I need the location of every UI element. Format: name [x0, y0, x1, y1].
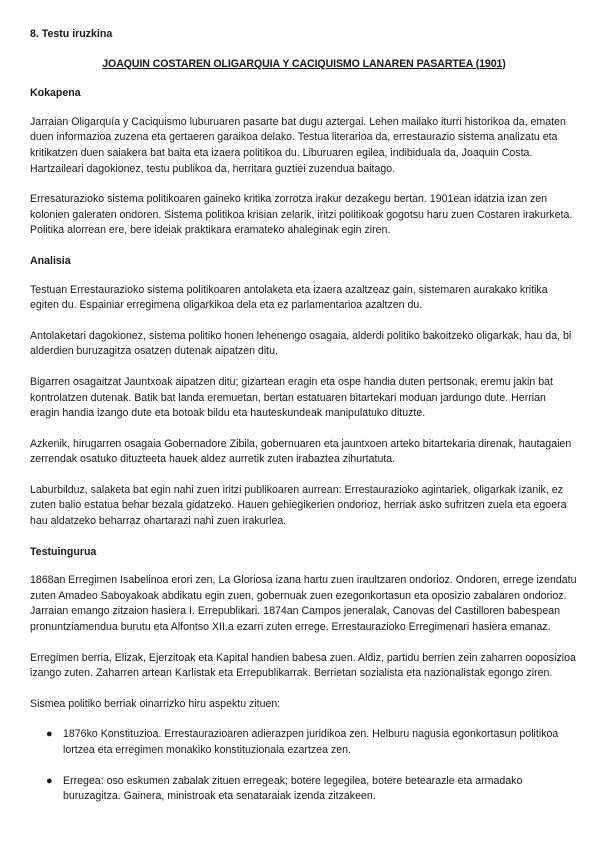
list-item — [46, 727, 578, 758]
bullet-icon: ● — [46, 728, 53, 741]
kokapena-paragraph-2: Erresaturazioko sistema politikoaren gaineko kritika zorrotza irakur dezakegu bertan. 1901ean idatzia izan zen kolonien galeraten ondoren. Sistema politikoa krisian zelarik, iritzi politikoak gogotsu haru zuen Costaren irakurketa. Politika alorrean ere, bere ideiak praktikara eramateko ahaleginak egin ziren. — [30, 193, 573, 237]
analisia-paragraph-5: Laburbilduz, salaketa bat egin nahi zuen iritzi publikoaren aurrean: Errestaurazioko agintariek, oligarkak izanik, ez zuten balio estatua behar bezala gidatzeko. Hauen gehiegikerien ondorioz, herriak asko sufritzen zuela eta egoera hau aldatzeko beharraz ohartarazi nahi zuen irakurlea. — [30, 483, 567, 528]
list-item-text: 1876ko Konstituzioa. Errestaurazioaren adierazpen juridikoa zen. Helburu nagusia egonkortasun politikoa lortzea eta erregimen monakiko konstituzionala ezartzea zen. — [63, 728, 559, 756]
heading-analisia: Analisia — [30, 254, 71, 267]
list-item-text: Erregea: oso eskumen zabalak zituen erregeak; botere legegilea, botere betearazle eta armadako buruzagitza. Gainera, ministroak eta senataraiak izenda zitzakeen. — [63, 774, 523, 803]
analisia-paragraph-2: Antolaketari dagokionez, sistema politiko honen lehenengo osagaia, alderdi politiko bakoitzeko oligarkak, hau da, bi alderdien buruzagitza osatzen dutenak aipatzen ditu. — [30, 329, 572, 358]
kokapena-paragraph-1: Jarraian Oligarquía y Caciquismo luburuaren pasarte bat dugu aztergai. Lehen mailako iturri historikoa da, ematen duen informazioa zuzena eta gertaeren garaikoa delako. Testua literarioa da, errestaurazio sistema analizatu eta kritikatzen duen saiakera bat baita eta izaera politikoa du. Liburuaren egilea, indibiduala da, Joaquin Costa. Hartzaileari dagokionez, testu publikoa da, herritara guztiei zuzendua baitago. — [30, 115, 566, 175]
aspects-list — [30, 727, 578, 804]
section-number: 8. Testu iruzkina — [30, 28, 113, 40]
testuingurua-paragraph-2: Erregimen berria, Elizak, Ejerzitoak eta Kapital handien babesa zuen. Aldiz, partidu berrien zein zaharren ooposizioa izango zuten. Zaharren artean Karlistak eta Errepublikarrak. Berrietan sozialista eta nazionalistak egongo ziren. — [30, 651, 576, 680]
analisia-paragraph-4: Azkenik, hirugarren osagaia Gobernadore Zibila, gobernuaren eta jauntxoen arteko bitartekaria direnak, hautagaien zerrendak osatuko dituzteeta hauek aldez aurretik zuten irabaztea zihurtatuta. — [30, 437, 572, 466]
document-title: JOAQUIN COSTAREN OLIGARQUIA Y CACIQUISMO LANAREN PASARTEA (1901) — [102, 57, 506, 70]
heading-kokapena: Kokapena — [30, 87, 81, 100]
testuingurua-paragraph-1: 1868an Erregimen Isabelinoa erori zen, La Gloriosa izana hartu zuen iraultzaren ondorioz. Ondoren, errege izendatu zuten Amadeo Saboyakoak abdikatu egin zuen, gobernuak zuen ezegonkortasun eta oposizio zabalaren ondorioz. Jarraian emango zitzaion hasiera I. Errepublikari. 1874an Campos jeneralak, Canovas del Castilloren babespean pronuntziamendua burutu eta Alfontso XII.a ezarri zuten errege. Errestaurazioko Erregimenari hasiera emanaz. — [30, 574, 577, 634]
testuingurua-paragraph-3: Sismea politiko berriak oinarrizko hiru aspektu zituen: — [30, 697, 281, 710]
heading-testuingurua: Testuingurua — [30, 545, 97, 558]
analisia-paragraph-1: Testuan Errestaurazioko sistema politikoaren antolaketa eta izaera azaltzeaz gain, sistemaren aurakako kritika egiten du. Espainiar erregimena oligarkikoa dela eta ez parlamentarioa azaltzen du. — [30, 283, 548, 312]
document-page — [30, 27, 578, 820]
list-item — [46, 774, 578, 805]
analisia-paragraph-3: Bigarren osagaitzat Jauntxoak aipatzen ditu; gizartean eragin eta ospe handia duten pertsonak, eremu jakin bat kontrolatzen dutenak. Batik bat landa eremuetan, bertan estatuaren bitartekari moduan jardungo dute. Herrian eragin handia izango dute eta botoak bildu eta hauteskundeak manipulatuko dituzte. — [30, 375, 553, 420]
bullet-icon: ● — [46, 774, 53, 787]
